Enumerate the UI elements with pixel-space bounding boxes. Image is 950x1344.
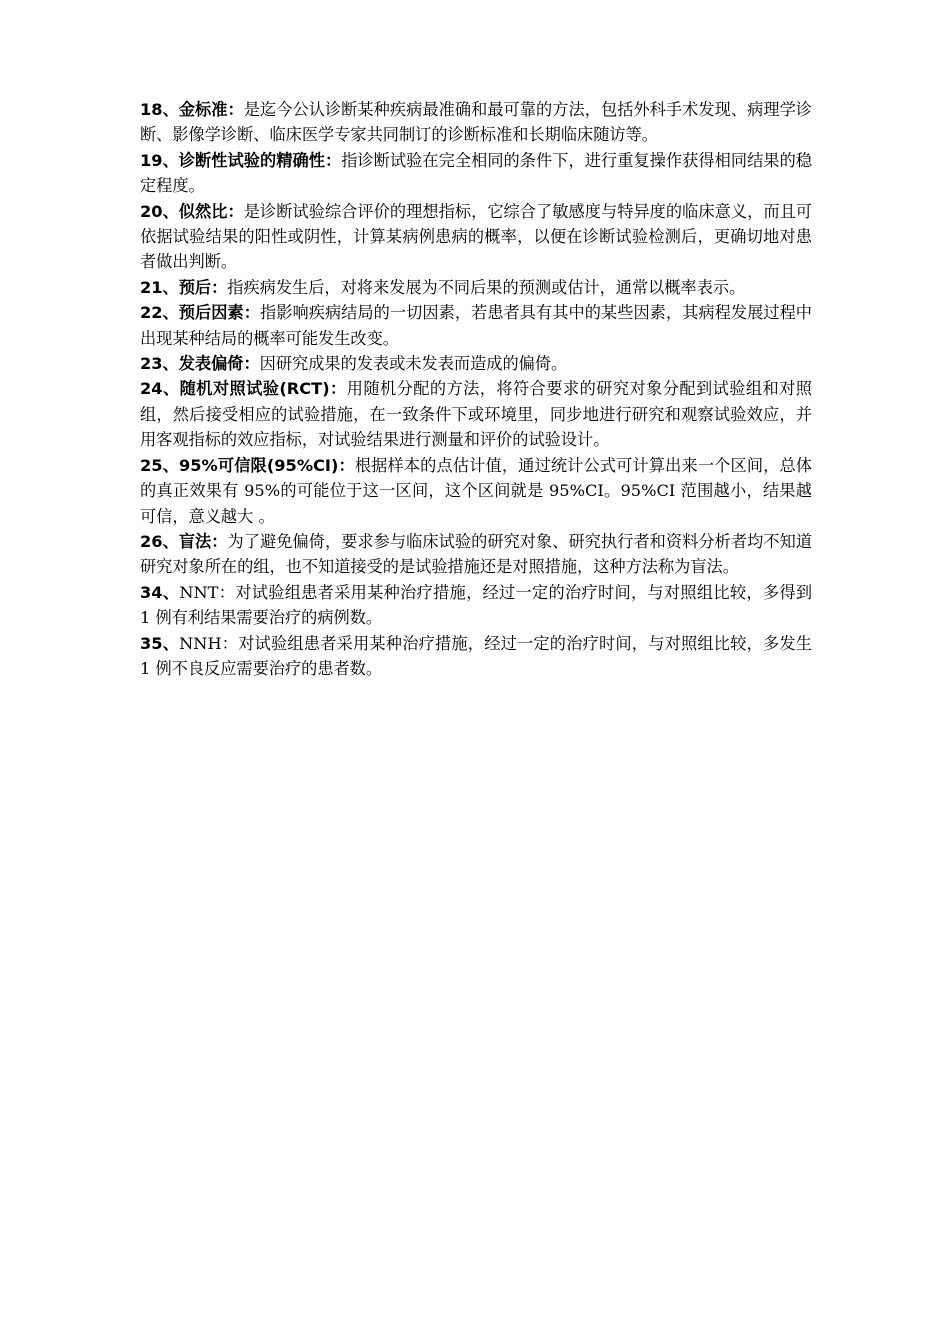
document-page: [140, 97, 812, 681]
definition-26: [140, 529, 812, 580]
term-label: 26、盲法：: [140, 531, 228, 551]
definition-24: [140, 376, 812, 452]
term-label: 34、: [140, 582, 180, 602]
definition-34: [140, 580, 812, 631]
definition-text: 是迄今公认诊断某种疾病最准确和最可靠的方法，包括外科手术发现、病理学诊断、影像学诊断、临床医学专家共同制订的诊断标准和长期临床随访等。: [140, 100, 812, 145]
term-label: 19、诊断性试验的精确性：: [140, 150, 342, 170]
definition-25: [140, 453, 812, 529]
definition-text: 为了避免偏倚，要求参与临床试验的研究对象、研究执行者和资料分析者均不知道研究对象所在的组，也不知道接受的是试验措施还是对照措施，这种方法称为盲法。: [140, 531, 813, 577]
definition-text: 指疾病发生后，对将来发展为不同后果的预测或估计，通常以概率表示。: [227, 277, 746, 297]
term-label: 21、预后：: [140, 277, 228, 297]
definition-text: 是诊断试验综合评价的理想指标，它综合了敏感度与特异度的临床意义，而且可依据试验结果的阳性或阴性，计算某病例患病的概率，以便在诊断试验检测后，更确切地对患者做出判断。: [140, 201, 812, 272]
term-label: 25、95%可信限(95%CI)：: [140, 455, 355, 475]
term-label: 18、金标准：: [140, 100, 244, 119]
definition-20: [140, 199, 812, 275]
definition-text: 指诊断试验在完全相同的条件下，进行重复操作获得相同结果的稳定程度。: [140, 150, 813, 196]
definition-text: 因研究成果的发表或未发表而造成的偏倚。: [259, 354, 568, 374]
definition-19: [140, 148, 812, 199]
definition-text: 用随机分配的方法，将符合要求的研究对象分配到试验组和对照组，然后接受相应的试验措施，在一致条件下或环境里，同步地进行研究和观察试验效应，并用客观指标的效应指标，对试验结果进行测量和评价的试验设计。: [140, 379, 812, 450]
term-label: 35、: [140, 633, 180, 653]
definition-22: [140, 300, 812, 351]
definition-text: NNT：对试验组患者采用某种治疗措施，经过一定的治疗时间，与对照组比较，多得到 1 例有利结果需要治疗的病例数。: [140, 582, 813, 628]
term-label: 24、随机对照试验(RCT)：: [140, 379, 347, 399]
definition-23: [140, 351, 812, 376]
definition-35: [140, 631, 812, 682]
definition-text: NNH：对试验组患者采用某种治疗措施，经过一定的治疗时间，与对照组比较，多发生 1 例不良反应需要治疗的患者数。: [140, 633, 812, 678]
term-label: 22、预后因素：: [140, 303, 260, 323]
definition-21: [140, 275, 812, 300]
term-label: 20、似然比：: [140, 201, 244, 221]
term-label: 23、发表偏倚：: [140, 354, 260, 374]
definition-text: 根据样本的点估计值，通过统计公式可计算出来一个区间，总体的真正效果有 95%的可能位于这一区间，这个区间就是 95%CI。95%CI 范围越小，结果越可信，意义越大 。: [140, 455, 813, 526]
definition-text: 指影响疾病结局的一切因素，若患者具有其中的某些因素，其病程发展过程中出现某种结局的概率可能发生改变。: [140, 303, 812, 348]
definition-18: [140, 97, 812, 148]
